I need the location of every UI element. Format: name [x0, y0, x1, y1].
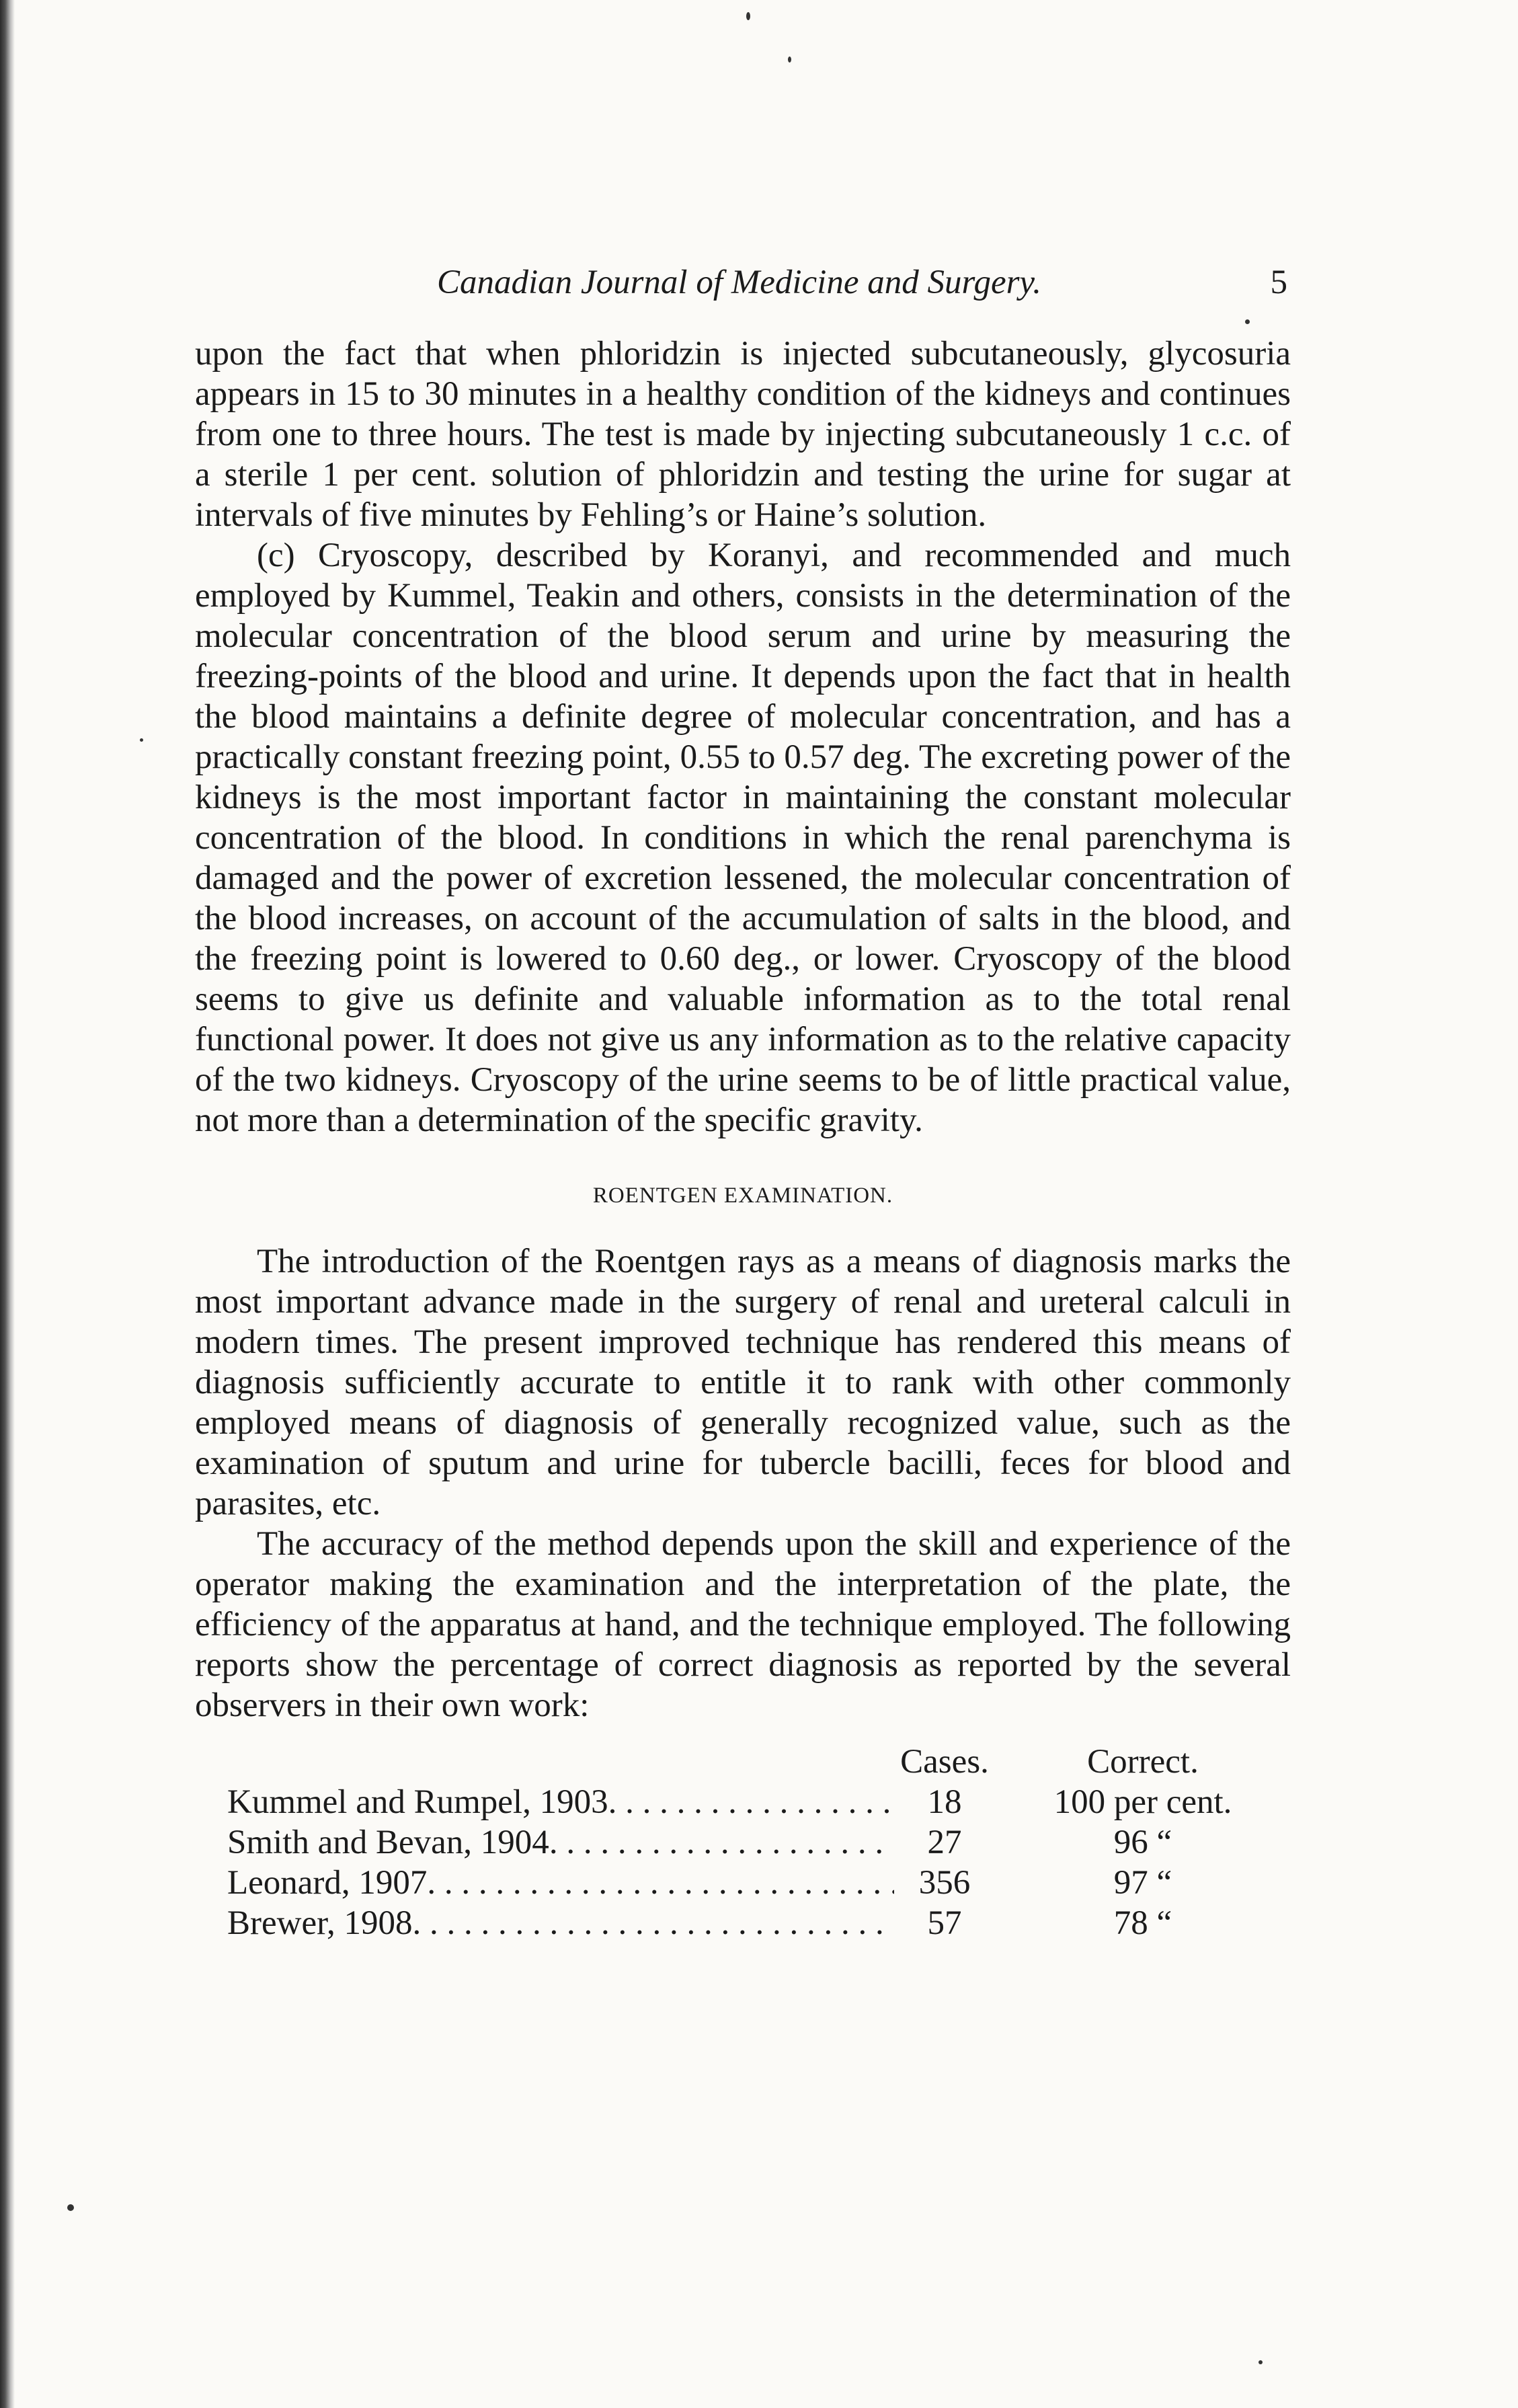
table-header-row — [195, 1742, 1291, 1782]
table-row — [195, 1903, 1291, 1943]
table-cell-observer — [195, 1903, 894, 1943]
page-header — [195, 262, 1291, 303]
table-cell-correct: 96 “ — [1113, 1824, 1172, 1861]
observer-name: Smith and Bevan, 1904 — [227, 1824, 549, 1861]
table-cell-cases: 57 — [927, 1904, 962, 1942]
table-cell-correct: 100 per cent. — [1053, 1783, 1232, 1821]
table-cell-observer — [195, 1782, 894, 1822]
scan-speck — [140, 738, 143, 742]
results-table — [195, 1742, 1291, 1943]
table-cell-correct: 78 “ — [1113, 1904, 1172, 1942]
paragraph: upon the fact that when phloridzin is injected subcutaneously, glycosuria appears in 15 to 30 minutes in a healthy condition of the kidneys and continues from one to three hours. The test is made by injecting subcutaneously 1 c.c. of a sterile 1 per cent. solution of phloridzin and testing the urine for sugar at intervals of five minutes by Fehling’s or Haine’s solution. — [195, 335, 1291, 534]
table-cell-observer — [195, 1822, 894, 1863]
table-header-cases: Cases. — [900, 1743, 989, 1781]
running-head: Canadian Journal of Medicine and Surgery. — [437, 264, 1041, 301]
table-row — [195, 1782, 1291, 1822]
table-cell-cases: 18 — [927, 1783, 962, 1821]
table-cell-cases: 356 — [918, 1864, 971, 1902]
document-page — [195, 262, 1291, 1943]
table-row — [195, 1822, 1291, 1863]
table-header-correct: Correct. — [1087, 1743, 1199, 1781]
scan-binding-edge — [0, 0, 15, 2408]
scan-speck — [1259, 2360, 1263, 2364]
observer-name: Kummel and Rumpel, 1903 — [227, 1783, 608, 1821]
paragraph: (c) Cryoscopy, described by Koranyi, and recommended and much employed by Kummel, Teakin and others, consists in the determination of the molecular concentration of the blood serum and urine by measuring the freezing-points of the blood and urine. It depends upon the fact that in health the blood maintains a definite degree of molecular concentration, and has a practically constant freezing point, 0.55 to 0.57 deg. The excreting power of the kidneys is the most important factor in maintaining the constant molecular concentration of the blood. In conditions in which the renal parenchyma is damaged and the power of excretion lessened, the molecular concentration of the blood increases, on account of the accumulation of salts in the blood, and the freezing point is lowered to 0.60 deg., or lower. Cryoscopy of the blood seems to give us definite and valuable information as to the total renal functional power. It does not give us any information as to the relative capacity of the two kidneys. Cryoscopy of the urine seems to be of little practical value, not more than a determination of the specific gravity. — [195, 537, 1291, 1139]
table-cell-cases: 27 — [927, 1824, 962, 1861]
scan-speck — [788, 56, 791, 63]
paragraph: The accuracy of the method depends upon the skill and experience of the operator making the examination and the interpretation of the plate, the efficiency of the apparatus at hand, and the technique employed. The following reports show the percentage of correct diagnosis as reported by the several observers in their own work: — [195, 1525, 1291, 1724]
page-number: 5 — [1270, 264, 1287, 301]
scan-speck — [746, 12, 750, 20]
table-cell-correct: 97 “ — [1113, 1864, 1172, 1902]
table-row — [195, 1863, 1291, 1903]
section-heading: ROENTGEN EXAMINATION. — [592, 1183, 893, 1208]
observer-name: Leonard, 1907 — [227, 1864, 428, 1902]
table-cell-observer — [195, 1863, 894, 1903]
scan-speck — [67, 2204, 74, 2211]
paragraph: The introduction of the Roentgen rays as a means of diagnosis marks the most important advance made in the surgery of renal and ureteral calculi in modern times. The present improved technique has rendered this means of diagnosis sufficiently accurate to entitle it to rank with other commonly employed means of diagnosis of generally recognized value, such as the examination of sputum and urine for tubercle bacilli, feces for blood and parasites, etc. — [195, 1243, 1291, 1522]
observer-name: Brewer, 1908 — [227, 1904, 413, 1942]
